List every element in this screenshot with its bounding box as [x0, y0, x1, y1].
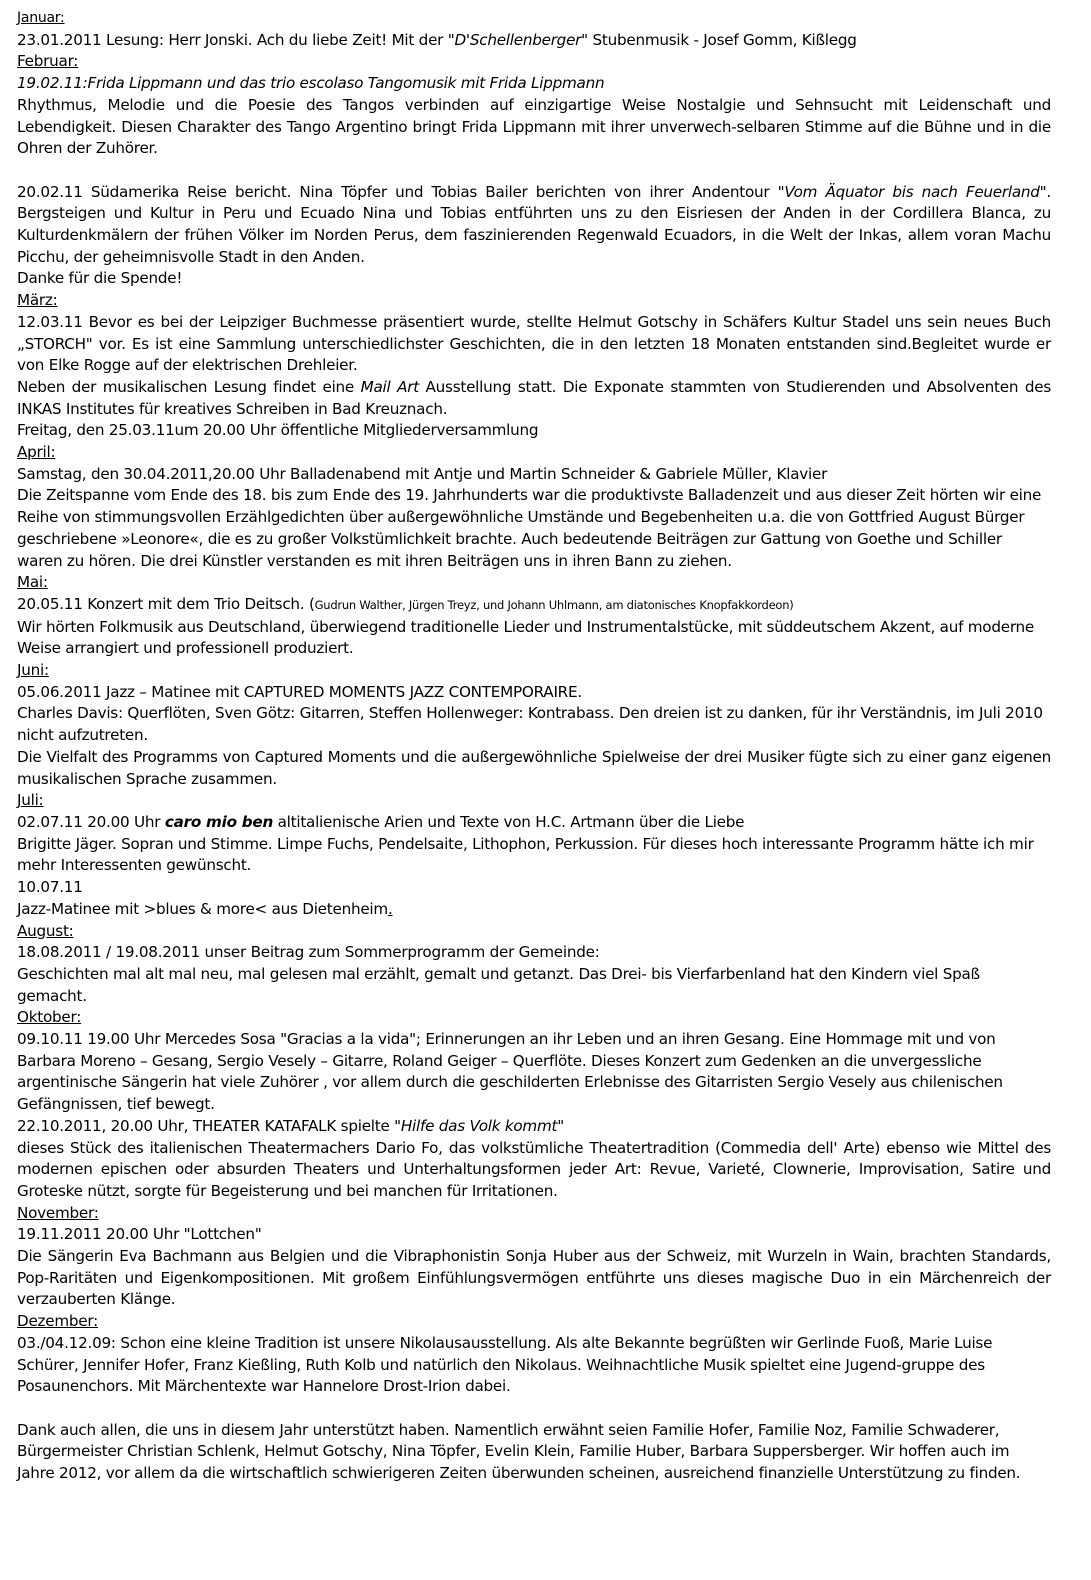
- event-text-small: Gudrun Walther, Jürgen Treyz, und Johann Uhlmann, am diatonisches Knopfakkordeon): [314, 597, 794, 612]
- month-heading-october: Oktober:: [17, 1008, 82, 1027]
- event-august-18: 18.08.2011 / 19.08.2011 unser Beitrag zum Sommerprogramm der Gemeinde:: [17, 943, 600, 962]
- month-heading-july: Juli:: [17, 791, 44, 810]
- event-october-22-text: dieses Stück des italienischen Theatermachers Dario Fo, das volkstümliche Theatertradition (Commedia dell' Arte) ebenso wie Mittel des modernen epischen oder absurden Theaters und Unterhaltungsformen jeder Art: Revue, Varieté, Clownerie, Improvisation, Satire und Groteske nützt, sorgte für Begeisterung und bei manchen für Irritationen.: [17, 1138, 1051, 1200]
- event-text: . Bergsteigen und Kultur in Peru und Ecuado Nina und Tobias entführten uns zu den Eisriesen der Anden in der Cordillera Blanca, zu Kulturdenkmälern der frühen Völker im Norden Perus, dem faszinierenden Regenwald Ecuadors, in die Welt der Inkas, allem voran Machu Picchu, der geheimnisvolle Stadt in den Anden.: [17, 182, 1051, 266]
- event-june-05-text: Die Vielfalt des Programms von Captured Moments und die außergewöhnliche Spielweise der drei Musiker fügte sich zu einer ganz eigenen musikalischen Sprache zusammen.: [17, 747, 1051, 788]
- event-march-mail-art: [17, 377, 1051, 420]
- month-heading-february: Februar:: [17, 52, 79, 71]
- spacer: [17, 160, 1051, 182]
- event-text: Jazz-Matinee mit >blues & more< aus Dietenheim: [17, 899, 388, 918]
- event-july-02-text: Brigitte Jäger. Sopran und Stimme. Limpe Fuchs, Pendelsaite, Lithophon, Perkussion. Für dieses hoch interessante Programm hätte ich mir mehr Interessenten gewünscht.: [17, 834, 1034, 875]
- event-april-30: Samstag, den 30.04.2011,20.00 Uhr Balladenabend mit Antje und Martin Schneider & Gabriele Müller, Klavier: [17, 464, 828, 483]
- month-heading-august: August:: [17, 921, 74, 940]
- event-august-18-text: Geschichten mal alt mal neu, mal gelesen mal erzählt, gemalt und getanzt. Das Drei- bis Vierfarbenland hat den Kindern viel Spaß gemacht.: [17, 964, 980, 1005]
- event-text: Ausstellung statt. Die Exponate stammten von Studierenden und Absolventen des INKAS Institutes für kreatives Schreiben in Bad Kreuznach.: [17, 377, 1051, 418]
- event-text: 20.02.11 Südamerika Reise bericht. Nina Töpfer und Tobias Bailer berichten von ihrer Andentour ": [17, 182, 785, 201]
- event-may-20-text: Wir hörten Folkmusik aus Deutschland, überwiegend traditionelle Lieder und Instrumentalstücke, mit süddeutschem Akzent, auf moderne Weise arrangiert und professionell produziert.: [17, 617, 1035, 658]
- event-february-20: [17, 182, 1051, 269]
- month-heading-november: November:: [17, 1203, 99, 1222]
- event-july-10-date: 10.07.11: [17, 878, 83, 897]
- event-july-10: [17, 899, 1051, 921]
- event-text: Neben der musikalischen Lesung findet eine: [17, 377, 361, 396]
- event-january-23: [17, 30, 1051, 52]
- event-text: 23.01.2011 Lesung: Herr Jonski. Ach du liebe Zeit! Mit der: [17, 30, 448, 49]
- month-heading-december: Dezember:: [17, 1312, 98, 1331]
- event-october-09: 09.10.11 19.00 Uhr Mercedes Sosa "Gracias a la vida"; Erinnerungen an ihr Leben und an ihren Gesang. Eine Hommage mit und von Barbara Moreno – Gesang, Sergio Vesely – Gitarre, Roland Geiger – Querflöte. Dieses Konzert zum Gedenken an die unvergessliche argentinische Sängerin hat viele Zuhörer , vor allem durch die geschilderten Erlebnisse des Gitarristen Sergio Vesely aus chilenischen Gefängnissen, tief bewegt.: [17, 1030, 1003, 1114]
- event-november-19: 19.11.2011 20.00 Uhr "Lottchen": [17, 1225, 262, 1244]
- event-july-02: [17, 812, 1051, 834]
- event-text-italic: "D'Schellenberger": [447, 30, 588, 49]
- month-heading-april: April:: [17, 443, 56, 462]
- event-text: Stubenmusik - Josef Gomm, Kißlegg: [587, 30, 857, 49]
- month-heading-march: März:: [17, 291, 58, 310]
- event-text-italic: "Hilfe das Volk kommt": [394, 1116, 564, 1135]
- closing-paragraph: Dank auch allen, die uns in diesem Jahr unterstützt haben. Namentlich erwähnt seien Familie Hofer, Familie Noz, Familie Schwaderer, Bürgermeister Christian Schlenk, Helmut Gotschy, Nina Töpfer, Evelin Klein, Familie Huber, Barbara Suppersberger. Wir hoffen auch im Jahre 2012, vor allem da die wirtschaftlich schwierigeren Zeiten überwunden scheinen, ausreichend finanzielle Unterstützung zu finden.: [17, 1420, 1021, 1483]
- event-text-bold-italic: caro mio ben: [164, 813, 274, 831]
- event-title-italic: 19.02.11:Frida Lippmann und das trio escolaso Tangomusik mit Frida Lippmann: [17, 74, 605, 93]
- month-heading-june: Juni:: [17, 661, 49, 680]
- event-february-thanks: Danke für die Spende!: [17, 269, 183, 288]
- event-march-12: 12.03.11 Bevor es bei der Leipziger Buchmesse präsentiert wurde, stellte Helmut Gotschy in Schäfers Kultur Stadel uns sein neues Buch „STORCH" vor. Es ist eine Sammlung unterschiedlichster Geschichten, die in den letzten 18 Monaten entstanden sind.Begleitet wurde er von Elke Rogge auf der elektrischen Drehleier.: [17, 312, 1051, 375]
- event-text: 22.10.2011, 20.00 Uhr, THEATER KATAFALK spielte: [17, 1116, 395, 1135]
- event-june-05-musicians: Charles Davis: Querflöten, Sven Götz: Gitarren, Steffen Hollenweger: Kontrabass. Den dreien ist zu danken, für ihr Verständnis, im Juli 2010 nicht aufzutreten.: [17, 704, 1043, 745]
- event-text-underlined: .: [387, 899, 393, 918]
- event-text: 20.05.11 Konzert mit dem Trio Deitsch. (: [17, 594, 315, 613]
- event-text: altitalienische Arien und Texte von H.C. Artmann über die Liebe: [273, 813, 745, 831]
- event-june-05: 05.06.2011 Jazz – Matinee mit CAPTURED MOMENTS JAZZ CONTEMPORAIRE.: [17, 682, 582, 701]
- month-heading-january: Januar:: [17, 10, 65, 26]
- event-text-italic: Mail Art: [360, 377, 419, 396]
- event-december-03: 03./04.12.09: Schon eine kleine Tradition ist unsere Nikolausausstellung. Als alte Bekannte begrüßten wir Gerlinde Fuoß, Marie Luise Schürer, Jennifer Hofer, Franz Kießling, Ruth Kolb und natürlich den Nikolaus. Weihnachtliche Musik spieltet eine Jugend-gruppe des Posaunenchors. Mit Märchentexte war Hannelore Drost-Irion dabei.: [17, 1333, 993, 1396]
- event-october-22: [17, 1116, 1051, 1138]
- event-february-19-title: [17, 73, 1051, 95]
- month-heading-may: Mai:: [17, 573, 48, 592]
- event-text-italic: Vom Äquator bis nach Feuerland": [784, 182, 1047, 201]
- event-november-19-text: Die Sängerin Eva Bachmann aus Belgien und die Vibraphonistin Sonja Huber aus der Schweiz, mit Wurzeln in Wain, brachten Standards, Pop-Raritäten und Eigenkompositionen. Mit großem Einfühlungsvermögen entführte uns dieses magische Duo in ein Märchenreich der verzauberten Klänge.: [17, 1247, 1051, 1309]
- spacer: [17, 1398, 1051, 1420]
- event-text: 02.07.11 20.00 Uhr: [17, 813, 165, 831]
- event-may-20: [17, 594, 1051, 617]
- event-february-19-text: Rhythmus, Melodie und die Poesie des Tangos verbinden auf einzigartige Weise Nostalgie und Sehnsucht mit Leidenschaft und Lebendigkeit. Diesen Charakter des Tango Argentino bringt Frida Lippmann mit ihrer unverwech-selbaren Stimme auf die Bühne und in die Ohren der Zuhörer.: [17, 95, 1051, 158]
- event-april-30-text: Die Zeitspanne vom Ende des 18. bis zum Ende des 19. Jahrhunderts war die produktivste Balladenzeit und aus dieser Zeit hörten wir eine Reihe von stimmungsvollen Erzählgedichten über außergewöhnliche Umstände und Begebenheiten u.a. die von Gottfried August Bürger geschriebene »Leonore«, die es zu großer Volkstümlichkeit brachte. Auch bedeutende Beiträgen zur Gattung von Goethe und Schiller waren zu hören. Die drei Künstler verstanden es mit ihren Beiträgen uns in ihren Bann zu ziehen.: [17, 486, 1042, 570]
- event-march-25: Freitag, den 25.03.11um 20.00 Uhr öffentliche Mitgliederversammlung: [17, 421, 539, 440]
